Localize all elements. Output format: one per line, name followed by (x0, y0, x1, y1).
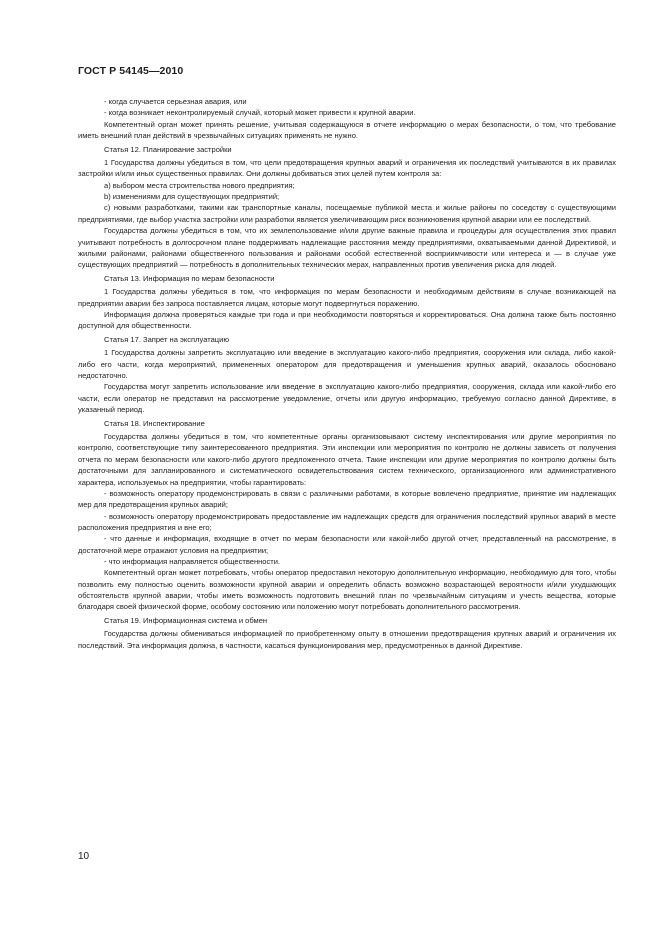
paragraph-inspection-1: Государства должны убедиться в том, что компетентные органы организовывают систему инспектирования или другие мероприятия по контролю, соответствующие типу заинтересованного предприятия. Эти инспекции или мероприятия по контролю не должны зависеть от получения отчета по мерам безопасности или какого-либо другого предложенного отчета. Такие инспекции или другие мероприятия по контролю должны быть достаточными для запланированного и систематического освидетельствования систем технического, организационного или административного характера, используемых на предприятии, чтобы гарантировать: (78, 432, 616, 487)
article-12-heading: Статья 12. Планирование застройки (104, 144, 232, 154)
list-dash-demonstrate-measures: - возможность оператору продемонстрировать в связи с различными работами, в которые вовлечено предприятие, принятие им надлежащих мер для предотвращения крупных аварий; (78, 488, 616, 510)
paragraph-prohibition-1: 1 Государства должны запретить эксплуатацию или введение в эксплуатацию какого-либо предприятия, сооружения или склада, либо какой-либо его части, когда мероприятий, примененных оператором для предотвращения и уменьшения крупных аварий, оказалось обосновано недостаточно. (78, 348, 616, 381)
paragraph-safety-info-1: 1 Государства должны убедиться в том, что информация по мерам безопасности и необходимым действиям в случае возникающей на предприятии аварии без запроса поставляется лицам, которые могут подвергнуться поражению. (78, 287, 616, 308)
paragraph-land-use-2: Государства должны убедиться в том, что их землепользование и/или другие важные правила и процедуры для осуществления этих правил учитывают потребность в долгосрочном плане поддерживать надлежащие расстояния между предприятиями, охватываемыми данной Директивой, и жилыми районами, районами общественного пользования и районами особой естественной восприимчивости или интереса и — в случае уже существующих предприятий — потребность в дополнительных технических мерах, направленных против увеличения риска для людей. (78, 226, 616, 270)
paragraph-inspection-2: Компетентный орган может потребовать, чтобы оператор предоставил некоторую дополнительную информацию, необходимую для того, чтобы позволить ему полностью оценить возможности крупной аварии и определить область возможно возрастающей вероятности и/или ухудшающих обстоятельств крупной аварии, чтобы иметь возможность подготовить внешний план по чрезвычайным ситуациям и учесть вещества, которые благодаря своей физической форме, особому состоянию или положению могут потребовать дополнительного рассмотрения. (78, 568, 616, 612)
paragraph-competent-authority-decision: Компетентный орган может принять решение, учитывая содержащуюся в отчете информацию о мерах безопасности, о том, что требование иметь внешний план действий в чрезвычайных ситуациях применять не нужно. (78, 119, 616, 141)
list-item-c: c) новыми разработками, такими как транспортные каналы, посещаемые публикой места и жилые районы по соседству с существующими предприятиями, где выбор участка застройки или разработки является увеличивающим риск возникновения крупной аварии или ее последствий. (78, 203, 616, 224)
list-dash-demonstrate-means: - возможность оператору продемонстрировать предоставление им надлежащих средств для ограничения последствий крупных аварий в месте расположения предприятия и вне его; (78, 511, 616, 532)
article-18-heading: Статья 18. Инспектирование (104, 418, 205, 428)
list-item-a: a) выбором места строительства нового предприятия; (104, 180, 295, 190)
article-17-heading: Статья 17. Запрет на эксплуатацию (104, 334, 230, 344)
paragraph-info-exchange: Государства должны обмениваться информацией по приобретенному опыту в отношении предотвращения крупных аварий и ограничения их последствий. Эта информация должна, в частности, касаться функционирования мер, предусмотренных в данной Директиве. (78, 629, 616, 650)
article-13-heading: Статья 13. Информация по мерам безопасности (104, 273, 275, 283)
list-dash-uncontrolled-event: - когда возникает неконтролируемый случай, который может привести к крупной аварии. (104, 108, 416, 118)
list-dash-report-data: - что данные и информация, входящие в отчет по мерам безопасности или какой-либо другой отчет, представленный на рассмотрение, в достаточной мере отражают условия на предприятии; (78, 534, 616, 555)
list-dash-serious-accident: - когда случается серьезная авария, или (104, 97, 247, 106)
document-code-header: ГОСТ Р 54145—2010 (78, 65, 184, 77)
page-number: 10 (78, 851, 90, 862)
article-19-heading: Статья 19. Информационная система и обмен (104, 615, 268, 625)
list-item-b: b) изменениями для существующих предприятий; (104, 192, 280, 202)
paragraph-land-use-1: 1 Государства должны убедиться в том, что цели предотвращения крупных аварий и ограничения их последствий учитываются в их правилах застройки и/или иных существенных правилах. Они должны добиваться этих целей путем контроля за: (78, 158, 616, 179)
paragraph-prohibition-2: Государства могут запретить использование или введение в эксплуатацию какого-либо предприятия, сооружения, склада или какой-либо его части, если оператор не представил на рассмотрение уведомление, отчеты или другую информацию, требуемую согласно данной Директиве, в указанный период. (78, 382, 616, 415)
list-dash-public-info: - что информация направляется общественности. (104, 556, 281, 566)
document-body (78, 96, 616, 651)
paragraph-safety-info-2: Информация должна проверяться каждые три года и при необходимости повторяться и корректироваться. Она должна также быть постоянно доступной для общественности. (78, 309, 616, 331)
